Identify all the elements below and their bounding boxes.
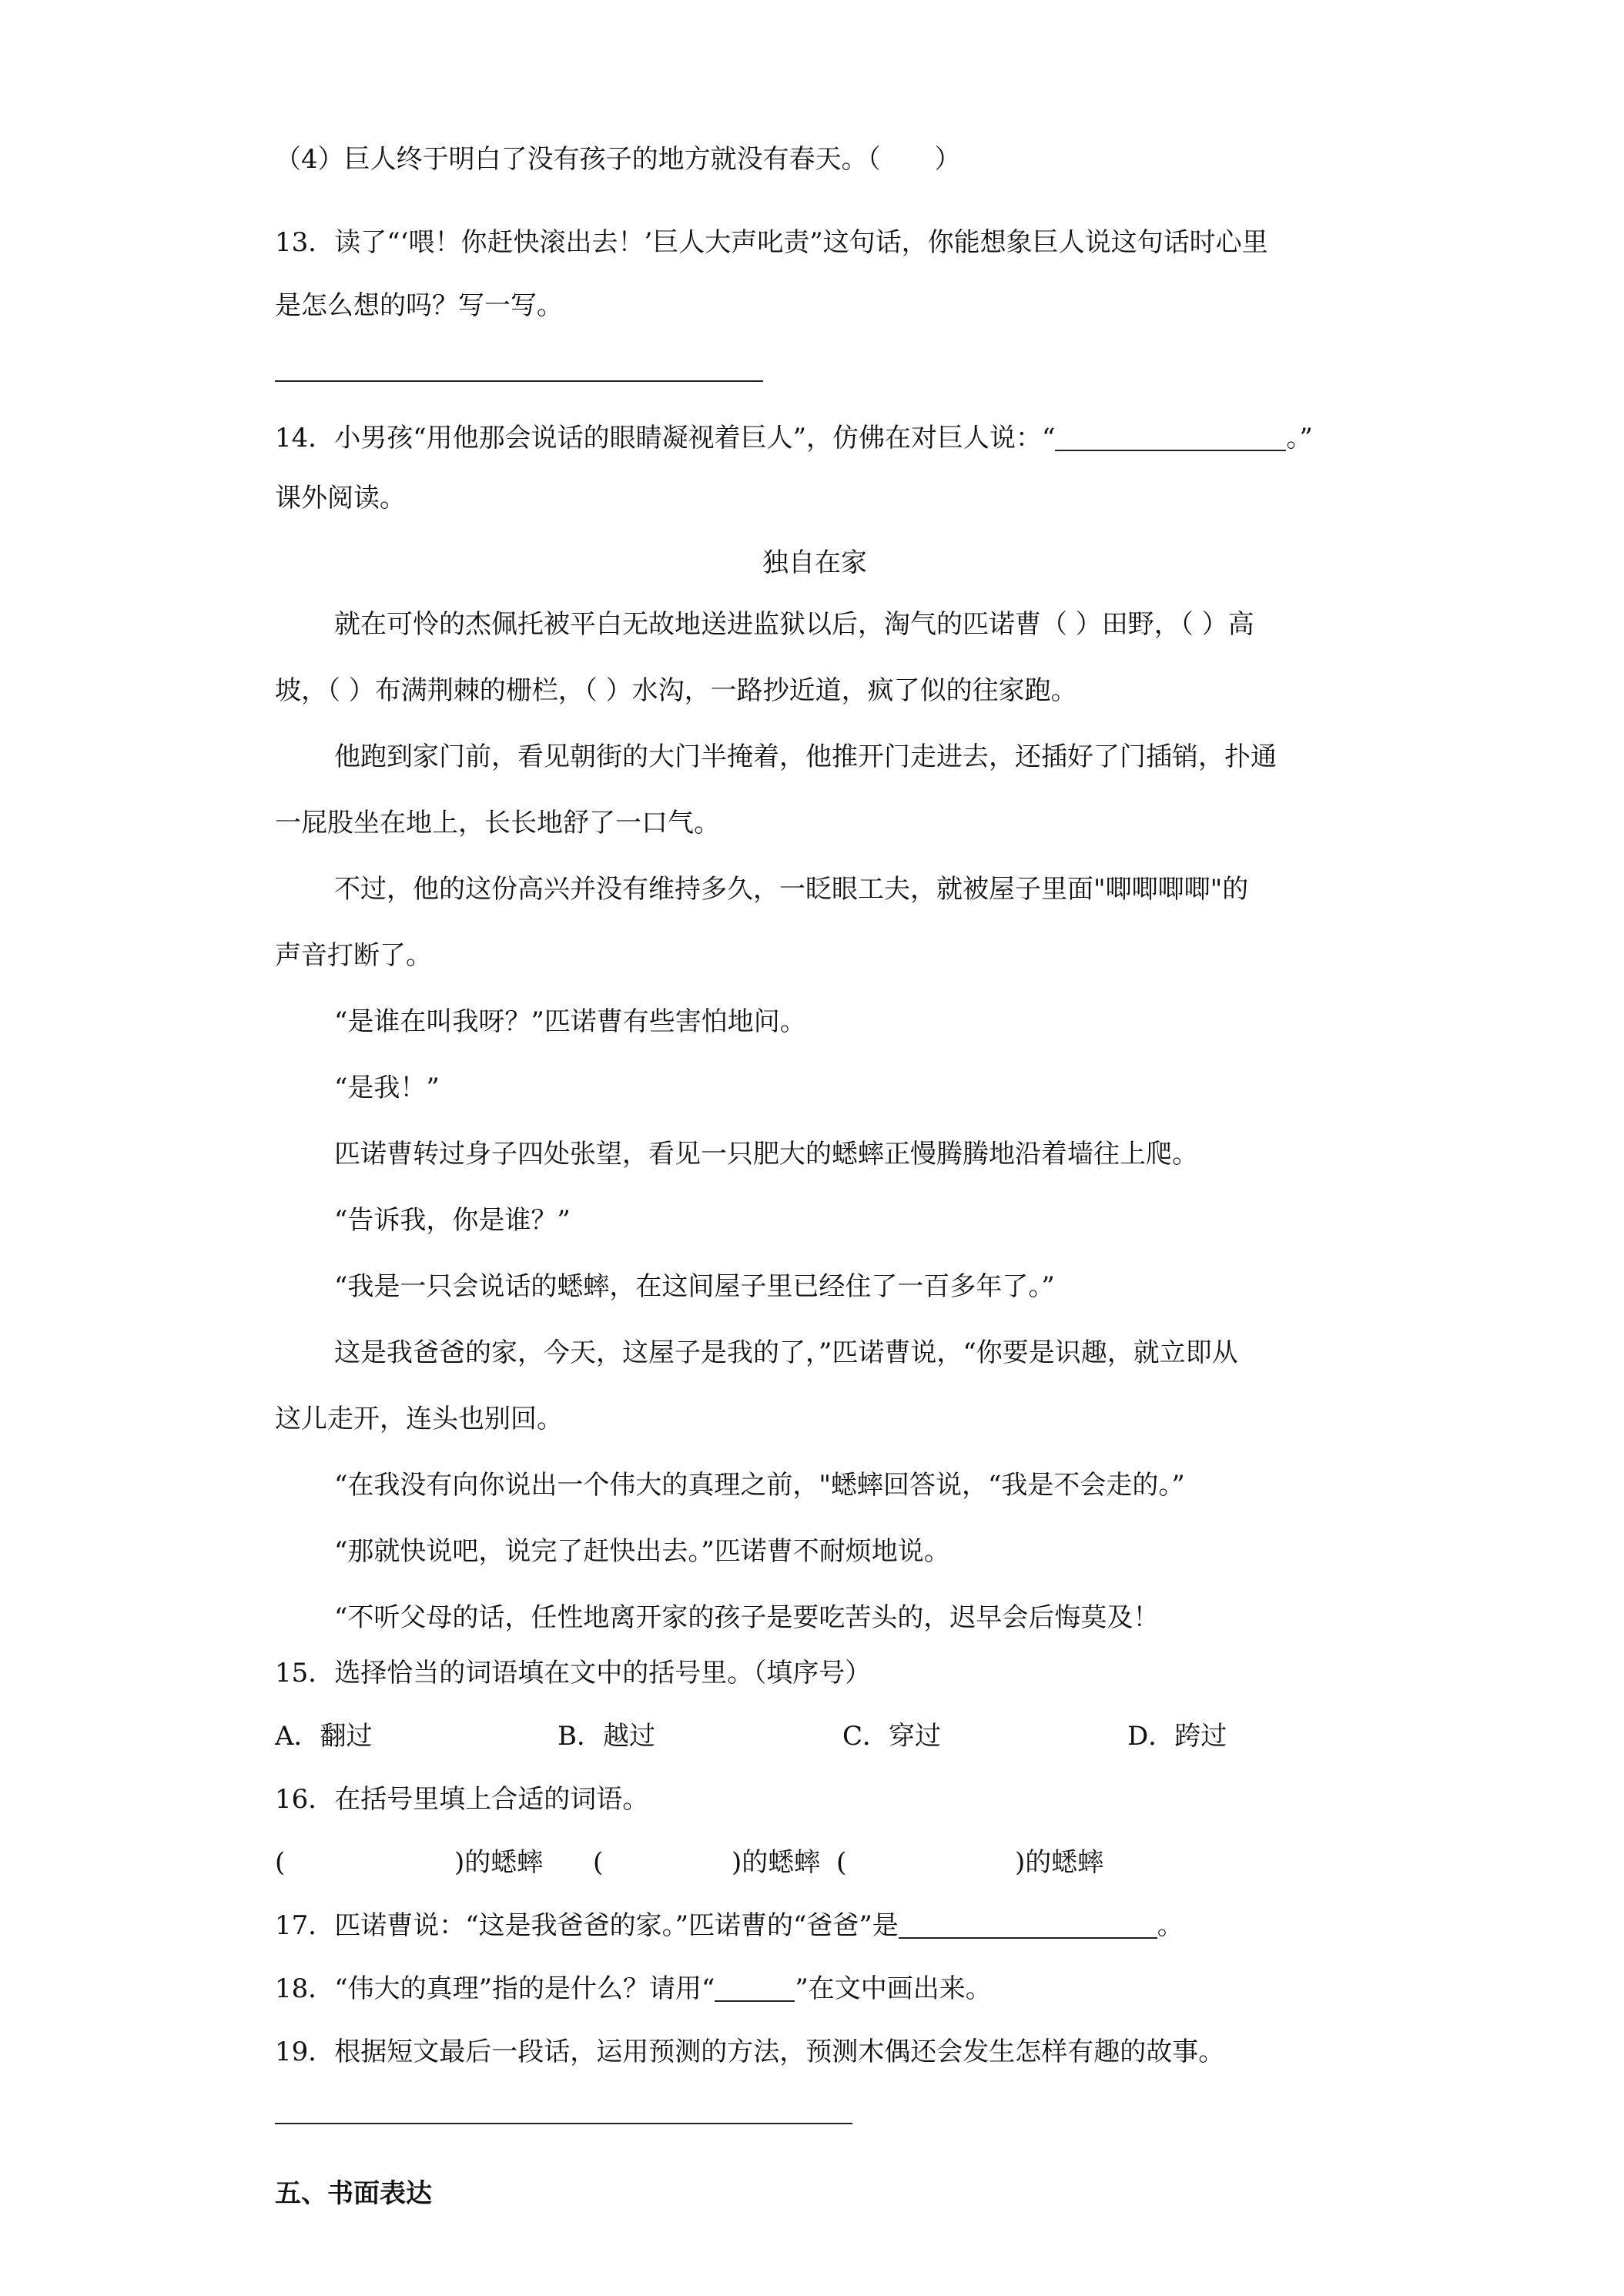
passage-paragraph: “告诉我，你是谁？” xyxy=(334,1205,571,1236)
answer-blank-16-3[interactable] xyxy=(1015,1845,1103,1880)
question-text: （4）巨人终于明白了没有孩子的地方就没有春天。（ xyxy=(275,144,881,175)
question-text: 14．小男孩“用他那会说话的眼睛凝视着巨人”，仿佛在对巨人说：“ xyxy=(275,423,1056,454)
underline-sample xyxy=(715,1974,795,2002)
question-17 xyxy=(275,1908,1184,1943)
passage-paragraph: “是谁在叫我呀？”匹诺曹有些害怕地问。 xyxy=(334,1006,806,1037)
question-13-line2: 是怎么想的吗？写一写。 xyxy=(275,290,563,321)
passage-paragraph: 这儿走开，连头也别回。 xyxy=(275,1404,563,1434)
passage-paragraph: “那就快说吧，说完了赶快出去。”匹诺曹不耐烦地说。 xyxy=(334,1536,950,1567)
passage-paragraph: “我是一只会说话的蟋蟀，在这间屋子里已经住了一百多年了。” xyxy=(334,1271,1055,1302)
passage-paragraph: “是我！” xyxy=(334,1073,440,1103)
blank-suffix: )的蟋蟀 xyxy=(1015,1847,1104,1878)
question-suffix: 。 xyxy=(1157,1910,1184,1941)
question-14 xyxy=(275,420,1313,456)
question-13-line1: 13．读了“‘喂！你赶快滚出去！’巨人大声叱责”这句话，你能想象巨人说这句话时心里 xyxy=(275,227,1268,258)
question-text: 17．匹诺曹说：“这是我爸爸的家。”匹诺曹的“爸爸”是 xyxy=(275,1910,899,1941)
open-paren: ( xyxy=(593,1847,604,1878)
passage-paragraph: 匹诺曹转过身子四处张望，看见一只肥大的蟋蟀正慢腾腾地沿着墙往上爬。 xyxy=(334,1139,1198,1170)
open-paren: ( xyxy=(275,1847,286,1878)
passage-title: 独自在家 xyxy=(762,547,867,578)
question-suffix: ”在文中画出来。 xyxy=(795,1973,992,2004)
passage-paragraph: 声音打断了。 xyxy=(275,940,432,971)
section-heading: 五、书面表达 xyxy=(275,2178,432,2209)
close-bracket: ） xyxy=(934,144,961,175)
passage-paragraph: 不过，他的这份高兴并没有维持多久，一眨眼工夫，就被屋子里面"唧唧唧唧"的 xyxy=(334,874,1249,905)
passage-paragraph: 坡，（ ）布满荆棘的栅栏，（ ）水沟，一路抄近道，疯了似的往家跑。 xyxy=(275,675,1077,706)
blank-group-1 xyxy=(275,1845,285,1880)
answer-line-13[interactable] xyxy=(275,380,763,382)
answer-line-19[interactable] xyxy=(275,2123,852,2124)
passage-paragraph: 一屁股坐在地上，长长地舒了一口气。 xyxy=(275,808,720,838)
passage-paragraph: 他跑到家门前，看见朝街的大门半掩着，他推开门走进去，还插好了门插销，扑通 xyxy=(334,741,1277,772)
blank-group-3 xyxy=(836,1845,846,1880)
question-16: 16．在括号里填上合适的词语。 xyxy=(275,1784,649,1815)
question-19: 19．根据短文最后一段话，运用预测的方法，预测木偶还会发生怎样有趣的故事。 xyxy=(275,2037,1225,2067)
question-suffix: 。” xyxy=(1286,423,1313,454)
question-15: 15．选择恰当的词语填在文中的括号里。（填序号） xyxy=(275,1658,872,1689)
option-b[interactable]: B．越过 xyxy=(558,1721,655,1752)
blank-suffix: )的蟋蟀 xyxy=(732,1847,821,1878)
answer-blank-16-1[interactable] xyxy=(454,1845,543,1880)
question-12-4 xyxy=(275,142,961,177)
question-18 xyxy=(275,1971,992,2006)
blank-group-2 xyxy=(593,1845,603,1880)
option-c[interactable]: C．穿过 xyxy=(842,1721,942,1752)
open-paren: ( xyxy=(836,1847,847,1878)
passage-paragraph: “在我没有向你说出一个伟大的真理之前，"蟋蟀回答说，“我是不会走的。” xyxy=(334,1470,1185,1501)
question-text: 18．“伟大的真理”指的是什么？请用“ xyxy=(275,1973,715,2004)
answer-blank-14[interactable] xyxy=(1055,423,1286,451)
answer-blank-17[interactable] xyxy=(899,1911,1157,1939)
passage-paragraph: 这是我爸爸的家，今天，这屋子是我的了，”匹诺曹说，“你要是识趣，就立即从 xyxy=(334,1337,1238,1368)
option-d[interactable]: D．跨过 xyxy=(1127,1721,1227,1752)
option-a[interactable]: A．翻过 xyxy=(275,1721,373,1752)
passage-paragraph: “不听父母的话，任性地离开家的孩子是要吃苦头的，迟早会后悔莫及！ xyxy=(334,1602,1160,1633)
answer-blank-16-2[interactable] xyxy=(732,1845,820,1880)
blank-suffix: )的蟋蟀 xyxy=(454,1847,544,1878)
passage-paragraph: 就在可怜的杰佩托被平白无故地送进监狱以后，淘气的匹诺曹（ ）田野，（ ）高 xyxy=(334,609,1254,640)
extracurricular-label: 课外阅读。 xyxy=(275,483,406,514)
